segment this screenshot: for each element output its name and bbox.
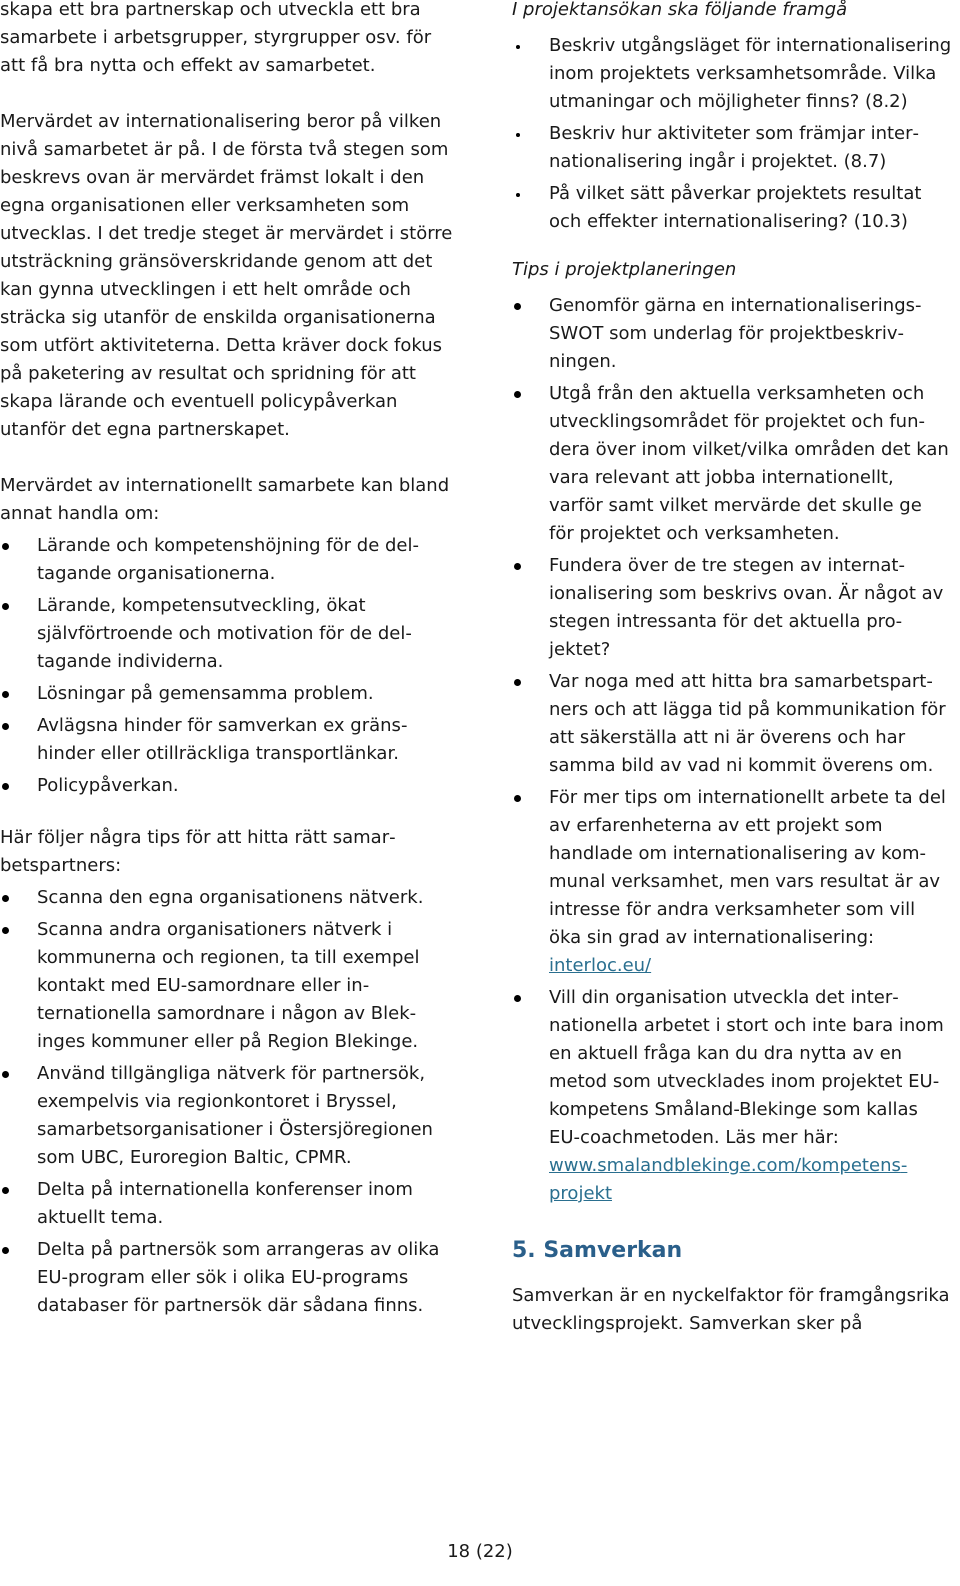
list-item: På vilket sätt påverkar projektets resultat och effekter internationalisering? (10.3) [512, 180, 952, 236]
tip-text: För mer tips om internationellt arbete ta del av erfarenheterna av ett projekt som handlade om internationalisering av kommunal verksamhet, men vars resultat är av intresse för andra verksamheter som vill öka sin grad av internationalisering: [549, 787, 946, 948]
tip-text: Vill din organisation utveckla det internationella arbetet i stort och inte bara inom en aktuell fråga kan du dra nytta av en metod som utvecklades inom projektet EU-kompetens Småland-Blekinge som kallas EU-coachmetoden. Läs mer här: [549, 987, 944, 1148]
list-item: Utgå från den aktuella verksamheten och utvecklingsområdet för projektet och fundera över inom vilket/vilka områden det kan vara relevant att jobba internationellt, varför samt vilket mervärde det skulle ge för projektet och verksamheten. [512, 380, 952, 548]
list-item: Beskriv hur aktiviteter som främjar internationalisering ingår i projektet. (8.7) [512, 120, 952, 176]
list-item: Beskriv utgångsläget för internationalisering inom projektets verksamhetsområde. Vilka utmaningar och möjligheter finns? (8.2) [512, 32, 952, 116]
left-column [0, 0, 455, 1344]
paragraph-added-value-levels: Mervärdet av internationalisering beror på vilken nivå samarbetet är på. I de första två stegen som beskrevs ovan är mervärdet främst lokalt i den egna organisationen eller verksamheten som utvecklas. I det tredje steget är mervärdet i större utsträckning gränsöverskridande genom att det kan gynna utvecklingen i ett helt område och sträcka sig utanför de enskilda organisationerna som utfört aktiviteterna. Detta kräver dock fokus på paketering av resultat och spridning för att skapa lärande och eventuell policypåverkan utanför det egna partnerskapet. [0, 111, 453, 440]
smalandblekinge-link[interactable]: www.smalandblekinge.com/kompetensprojekt [549, 1155, 908, 1204]
section-heading: 5. Samverkan [512, 1238, 683, 1263]
list-item: Scanna den egna organisationens nätverk. [0, 884, 455, 912]
right-column [512, 0, 952, 1338]
list-item [512, 784, 952, 980]
list-item: Använd tillgängliga nätverk för partnersök, exempelvis via regionkontoret i Bryssel, samarbetsorganisationer i Östersjöregionen som UBC, Euroregion Baltic, CPMR. [0, 1060, 455, 1172]
application-list [512, 32, 952, 236]
list-item: Policypåverkan. [0, 772, 455, 800]
paragraph-partnership: skapa ett bra partnerskap och utveckla ett bra samarbete i arbetsgrupper, styrgrupper osv. för att få bra nytta och effekt av samarbetet. [0, 0, 432, 76]
partner-tips-list [0, 884, 455, 1320]
list-item: Lärande och kompetenshöjning för de deltagande organisationerna. [0, 532, 455, 588]
paragraph-added-value-intro: Mervärdet av internationellt samarbete kan bland annat handla om: [0, 475, 450, 524]
list-item: Delta på internationella konferenser inom aktuellt tema. [0, 1176, 455, 1232]
list-item: Genomför gärna en internationaliserings-SWOT som underlag för projektbeskrivningen. [512, 292, 952, 376]
planning-tips-list [512, 292, 952, 1208]
paragraph-samverkan: Samverkan är en nyckelfaktor för framgångsrika utvecklingsprojekt. Samverkan sker på [512, 1285, 950, 1334]
subheading-planning-tips: Tips i projektplaneringen [512, 259, 737, 280]
subheading-application: I projektansökan ska följande framgå [512, 0, 848, 20]
page-number: 18 (22) [447, 1541, 513, 1562]
list-item: Lösningar på gemensamma problem. [0, 680, 455, 708]
list-item: Avlägsna hinder för samverkan ex gränshinder eller otillräckliga transportlänkar. [0, 712, 455, 768]
list-item: Scanna andra organisationers nätverk i kommunerna och regionen, ta till exempel kontakt med EU-samordnare eller internationella samordnare i någon av Blekinges kommuner eller på Region Blekinge. [0, 916, 455, 1056]
interloc-link[interactable]: interloc.eu/ [549, 955, 652, 976]
list-item [512, 984, 952, 1208]
added-value-list [0, 532, 455, 800]
list-item: Fundera över de tre stegen av internationalisering som beskrivs ovan. Är något av stegen intressanta för det aktuella projektet? [512, 552, 952, 664]
paragraph-partner-tips-intro: Här följer några tips för att hitta rätt samarbetspartners: [0, 827, 396, 876]
list-item: Delta på partnersök som arrangeras av olika EU-program eller sök i olika EU-programs databaser för partnersök där sådana finns. [0, 1236, 455, 1320]
list-item: Lärande, kompetensutveckling, ökat självförtroende och motivation för de deltagande individerna. [0, 592, 455, 676]
list-item: Var noga med att hitta bra samarbetspartners och att lägga tid på kommunikation för att säkerställa att ni är överens och har samma bild av vad ni kommit överens om. [512, 668, 952, 780]
